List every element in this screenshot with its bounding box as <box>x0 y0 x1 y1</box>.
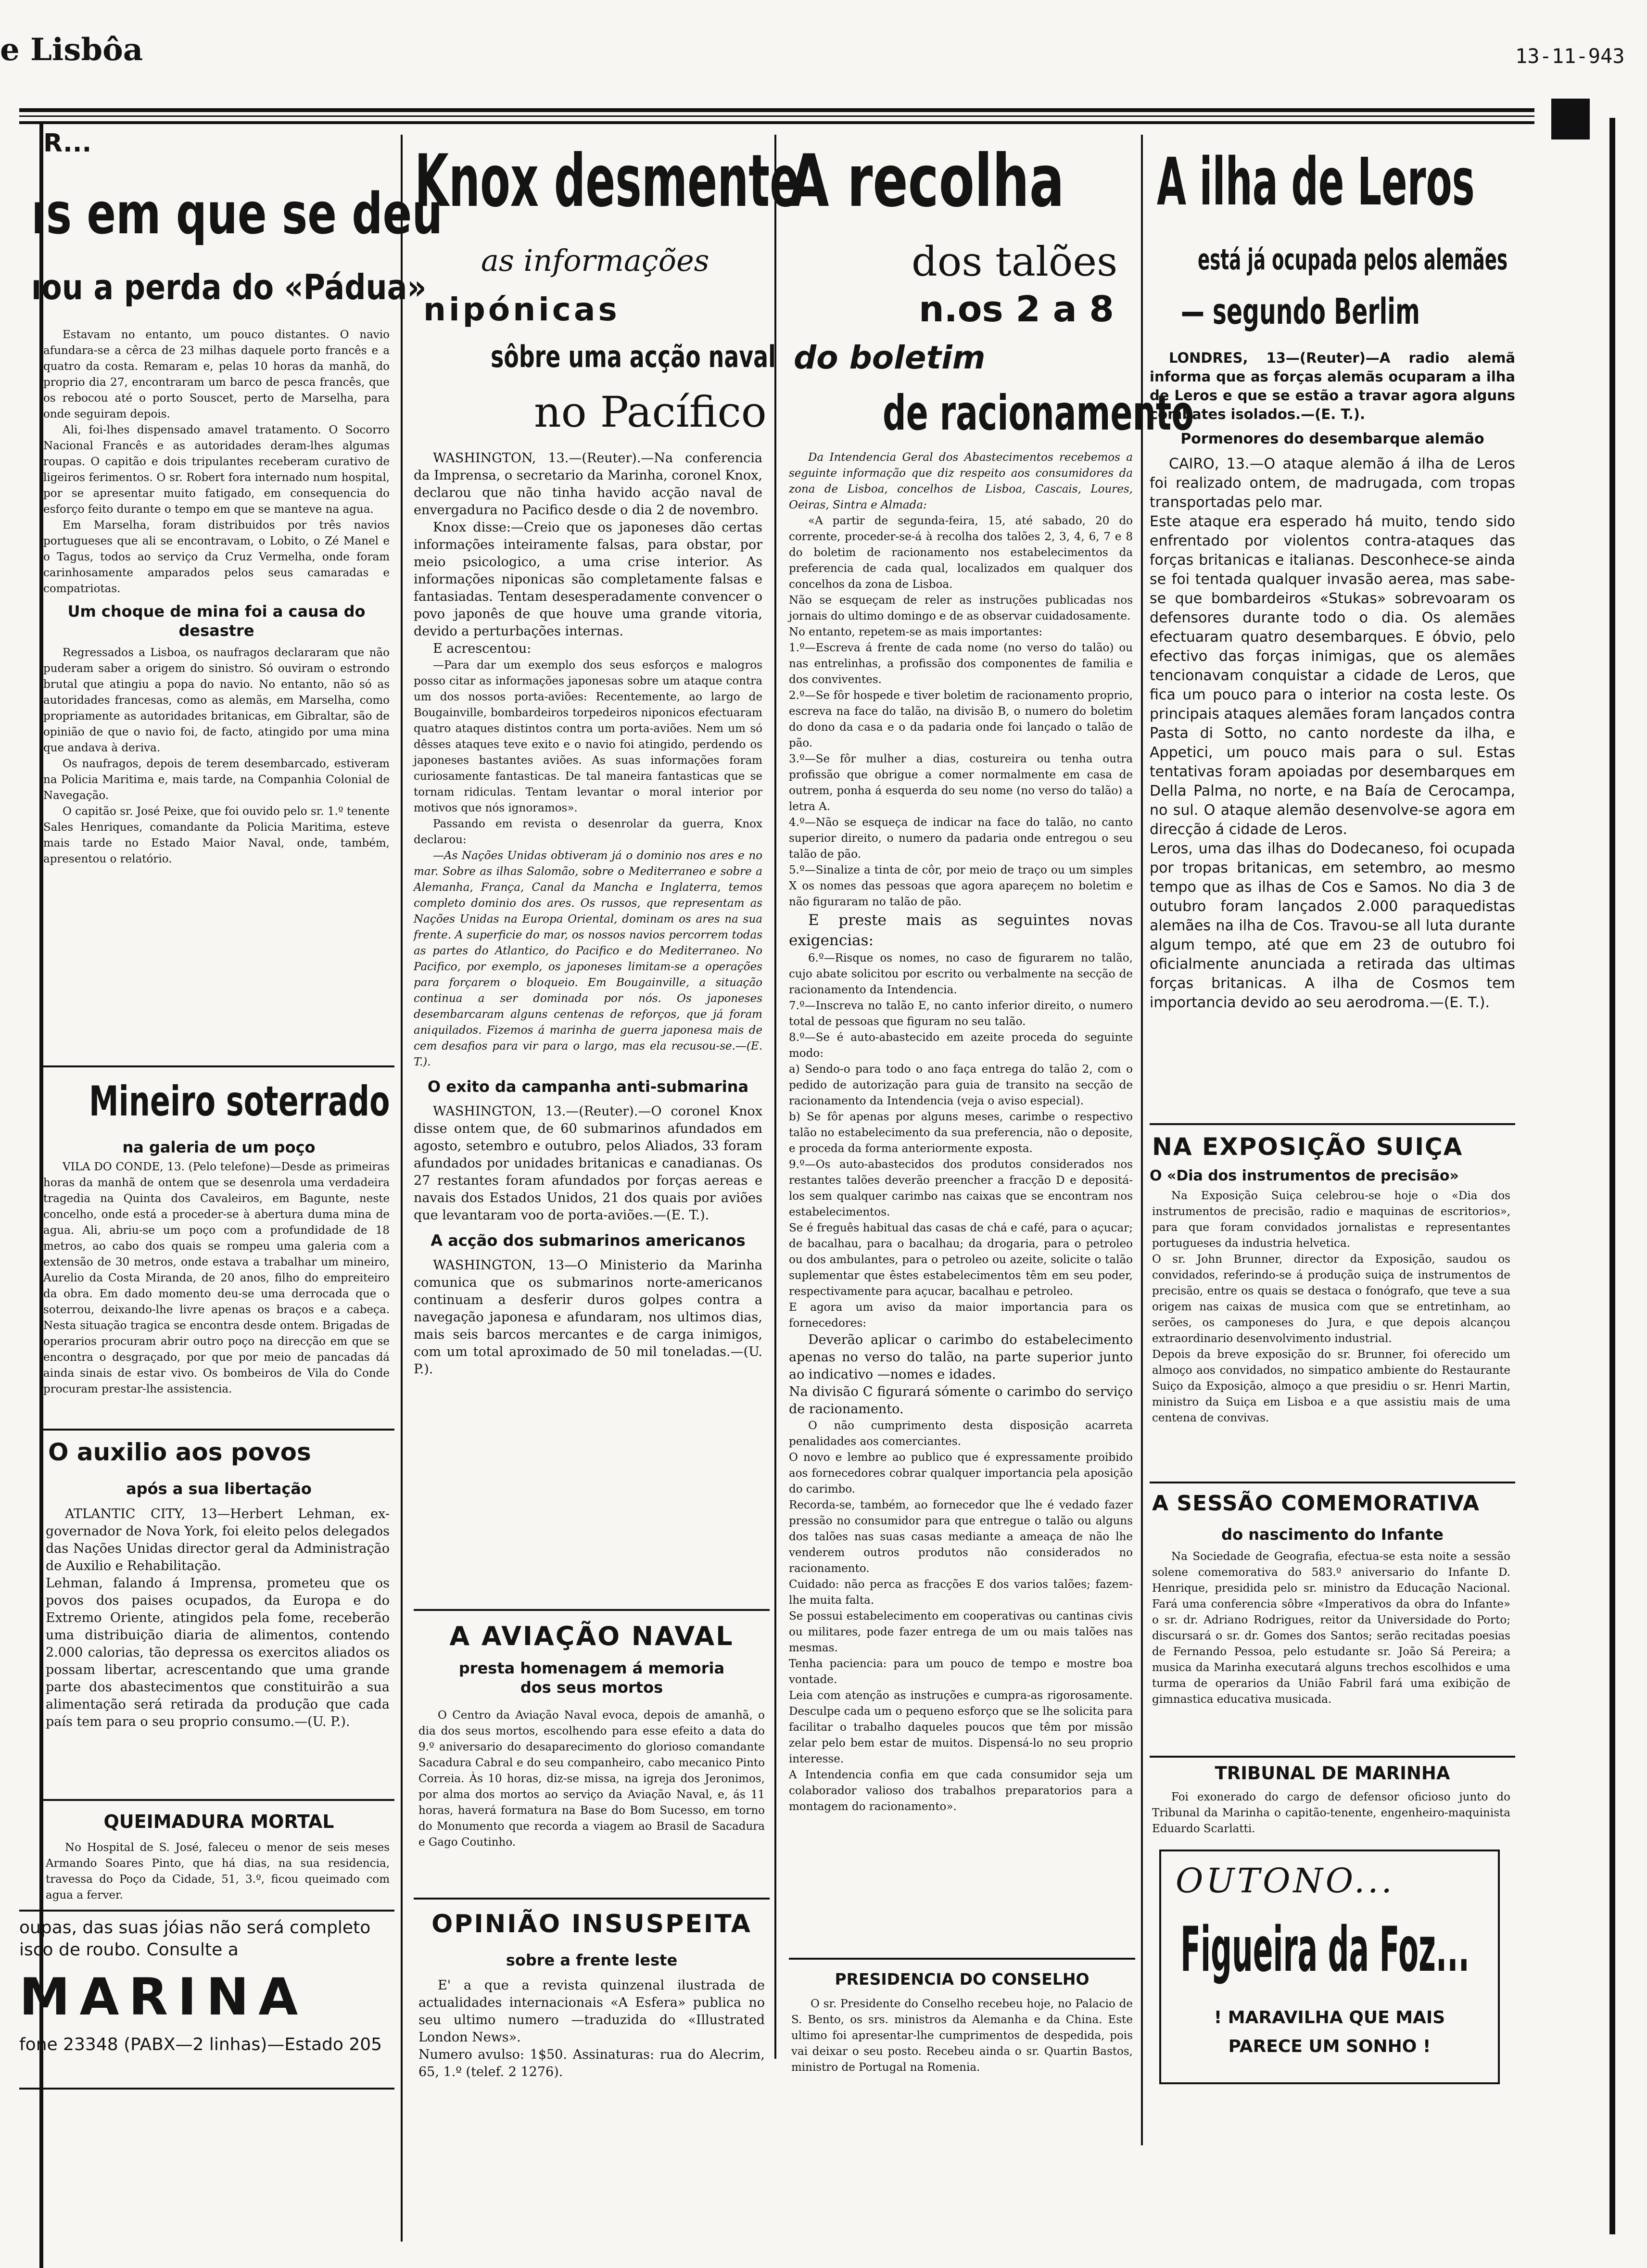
col1-article-padua <box>43 327 390 867</box>
article-paragraph: O não cumprimento desta disposição acarreta penalidades aos comerciantes. O novo e lembre ao publico que é expressamente proibido aos fornecedores cobrar qualquer importancia pela aposição do carimbo. Recorda-se, também, ao fornecedor que lhe é vedado fazer pressão no consumidor para que entregue o talão ou alguns dos talões nas suas casas mediante a ameaça de não lhe venderem outros produtos não considerados no racionamento. Cuidado: não perca as fracções E dos varios talões; fazem-lhe muita falta. Se possui estabelecimento em cooperativas ou cantinas civis ou militares, pode fazer entrega de um ou mais talões nas mesmas. Tenha paciencia: para um pouco de tempo e mostre boa vontade. Leia com atenção as instruções e cumpra-as rigorosamente. Desculpe cada um o pequeno esforço que se lhe solicita para facilitar o trabalho daqueles poucos que têm por missão zelar pelo bem estar de muitos. Dispensá-lo no seu proprio interesse. A Intendencia confia em que cada consumidor seja um colaborador valioso dos trabalhos preparatorios para a montagem do racionamento». <box>789 1419 1133 1813</box>
col3-line4: do boletim <box>794 339 986 376</box>
mineiro-title: Mineiro soterrado <box>89 1077 390 1126</box>
right-border-rule <box>1609 118 1615 2234</box>
auxilio-title: O auxilio aos povos <box>48 1438 311 1466</box>
mineiro-subhead: na galeria de um poço <box>122 1138 316 1156</box>
col2-line3: nipónicas <box>423 291 620 328</box>
expo-text: Na Exposição Suiça celebrou-se hoje o «Dia dos instrumentos de precisão, radio e maquinas de escritorios», para que foram convidados jornalistas e representantes portugueses da industria helvetica. O sr. John Brunner, director da Exposição, saudou os convidados, referindo-se á produção suiça de instrumentos de precisão, entre os quais se destaca o fonógrafo, que teve a sua origem nas caixas de musica com que se entretinham, ao serões, os camponeses do Jura, e que depois alcançou extraordinario desenvolvimento industrial. Depois da breve exposição do sr. Brunner, foi oferecido um almoço aos convidados, no simpatico ambiente do Restaurante Suiço da Exposição, almoço a que presidiu o sr. Henri Martin, ministro da Suiça em Lisboa e a que assistiu mais de uma centena de convivas. <box>1152 1190 1510 1424</box>
queimadura-title: QUEIMADURA MORTAL <box>103 1811 334 1832</box>
section-rule <box>789 1958 1135 1960</box>
kicker: R... <box>43 129 92 158</box>
figueira-ad-tagline: ! MARAVILHA QUE MAIS <box>1214 2008 1445 2027</box>
col4-article-leros <box>1150 349 1515 1013</box>
top-rule-thin <box>19 115 1534 117</box>
opiniao-subhead: sobre a frente leste <box>506 1951 678 1969</box>
article-paragraph: O capitão sr. José Peixe, que foi ouvido pelo sr. 1.º tenente Sales Henriques, comandante da Policia Maritima, esteve mais tarde no Estado Maior Naval, onde, também, apresentou o relatório. <box>43 805 390 865</box>
col2-line2: as informações <box>481 243 709 278</box>
expo-subhead: O «Dia dos instrumentos de precisão» <box>1150 1167 1459 1184</box>
col2-headline: Knox desmente <box>415 139 800 223</box>
section-rule <box>414 1609 770 1611</box>
article-paragraph: CAIRO, 13.—O ataque alemão á ilha de Leros foi realizado ontem, de madrugada, com tropas transportadas pelo mar. Este ataque era esperado há muito, tendo sido enfrentado por violentos contra-ataques das forças britanicas e italianas. Desconhece-se ainda se foi tentada qualquer invasão aerea, mas sabe-se que bombardeiros «Stukas» sobrevoaram os defensores durante todo o dia. Os alemães efectuaram quatro desembarques. E óbvio, pelo efectivo das forças inimigas, que os alemães tencionavam conquistar a cidade de Leros, que fica um pouco para o interior na costa leste. Os principais ataques alemães foram lançados contra Pasta di Sotto, no canto nordeste da ilha, e Appetici, um pouco mais para o sul. Estas tentativas foram apoiadas por desembarques em Della Palma, no norte, e na Baía de Cerocampa, no sul. O ataque alemão desenvolve-se agora em direcção á cidade de Leros. Leros, uma das ilhas do Dodecaneso, foi ocupada por tropas britanicas, em setembro, ao mesmo tempo que as ilhas de Cos e Samos. No dia 3 de outubro foram lançados 2.000 paraquedistas alemães na ilha de Cos. Travou-se all luta durante algum tempo, até que em 23 de outubro foi oficialmente anunciada a retirada das ultimas forças britanicas. A ilha de Cosmos tem importancia devido ao seu aerodroma.—(E. T.). <box>1150 456 1515 1011</box>
presidencia-title: PRESIDENCIA DO CONSELHO <box>835 1970 1090 1989</box>
auxilio-text: ATLANTIC CITY, 13—Herbert Lehman, ex-governador de Nova York, foi eleito pelos delegados das Nações Unidas director geral da Administração de Auxilio e Rehabilitação. Lehman, falando á Imprensa, prometeu que os povos dos paises ocupados, da Europa e do Extremo Oriente, atingidos pela fome, receberão uma distribuição diaria de alimentos, contendo 2.000 calorias, tão depressa os exercitos aliados os possam libertar, acrescentando que uma grande parte dos abastecimentos que constituirão a sua alimentação será retirada da produção que cada país tem para o seu proprio consumo.—(U. P.). <box>46 1507 390 1729</box>
mineiro-text: VILA DO CONDE, 13. (Pelo telefone)—Desde as primeiras horas da manhã de ontem que se desenrola uma verdadeira tragedia na Quinta dos Cavaleiros, em Bagunte, neste concelho, onde está a proceder-se à abertura duma mina de agua. Ali, abriu-se um poço com a profundidade de 18 metros, ao cabo dos quais se rompeu uma galeria com a extensão de 30 metros, onde estava a trabalhar um mineiro, Aurelio da Costa Miranda, de 20 anos, filho do empreiteiro da obra. Em dado momento deu-se uma derrocada que o soterrou, deixando-lhe livre apenas os braços e a cabeça. Nesta situação tragica se encontra desde ontem. Brigadas de operarios procuram abrir outro poço na direcção em que se encontra o desgraçado, por que por meio de pancadas dá ainda sinais de estar vivo. Os bombeiros de Vila do Conde procuram prestar-lhe assistencia. <box>43 1161 390 1395</box>
col3-headline: A recolha <box>789 139 1064 223</box>
article-paragraph: Regressados a Lisboa, os naufragos declararam que não puderam saber a origem do sinistro. Só ouviram o estrondo brutal que atingiu a popa do navio. No entanto, não só as autoridades francesas, como as alemãs, em Marselha, como propriamente as autoridades britanicas, em Gibraltar, são de opinião de que o navio foi, de facto, atingido por uma mina que andava à deriva. <box>43 646 390 754</box>
article-paragraph: «A partir de segunda-feira, 15, até sabado, 20 do corrente, proceder-se-á à recolha dos talões 2, 3, 4, 6, 7 e 8 do boletim de racionamento nos estabelecimentos da preferencia de cada qual, localizados em qualquer dos concelhos da zona de Lisboa. Não se esqueçam de reler as instruções publicadas nos jornais do ultimo domingo e de as observar cuidadosamente. No entanto, repetem-se as mais importantes: 1.º—Escreva á frente de cada nome (no verso do talão) ou nas entrelinhas, a profissão dos componentes de familia e dos conviventes. 2.º—Se fôr hospede e tiver boletim de racionamento proprio, escreva na face do talão, na divisão B, o numero do boletim do dono da casa e o da padaria onde foi lançado o talão de pão. 3.º—Se fôr mulher a dias, costureira ou tenha outra profissão que obrigue a comer normalmente em casa de outrem, ponha á esquerda do seu nome (no verso do talão) a letra A. 4.º—Não se esqueça de indicar na face do talão, no canto superior direito, o numero da padaria onde entregou o seu talão de pão. 5.º—Sinalize a tinta de côr, por meio de traço ou um simples X os nomes das pessoas que agora apareçem no boletim e não figuraram no talão de pão. <box>789 515 1133 908</box>
col4-line3: — segundo Berlim <box>1181 291 1420 332</box>
section-rule <box>1150 1123 1515 1125</box>
figueira-ad <box>1159 1850 1500 2084</box>
article-paragraph: Passando em revista o desenrolar da guerra, Knox declarou: <box>414 818 762 846</box>
article-paragraph: 6.º—Risque os nomes, no caso de figurarem no talão, cujo abate solicitou por escrito ou verbalmente na secção de racionamento da Intendencia. 7.º—Inscreva no talão E, no canto inferior direito, o numero total de pessoas que figuram no seu talão. 8.º—Se é auto-abastecido em azeite proceda do seguinte modo: a) Sendo-o para todo o ano faça entrega do talão 2, com o pedido de autorização para guia de transito na secção de racionamento da Intendencia (veja o aviso especial). b) Se fôr apenas por alguns meses, carimbe o respectivo talão no estabelecimento da sua preferencia, não o deposite, e proceda da forma anteriormente exposta. 9.º—Os auto-abastecidos dos produtos considerados nos restantes talões deverão preencher a fracção D e depositá-los sem qualquer carimbo nas caixas que se encontram nos estabelecimentos. Se é freguês habitual das casas de chá e café, para o açucar; de bacalhau, para o bacalhau; da drogaria, para o petroleo ou dos ambulantes, para o petroleo ou azeite, solicite o talão suplementar que êstes estabelecimentos têm em seu poder, respectivamente para açucar, bacalhau e petroleo. E agora um aviso da maior importancia para os fornecedores: <box>789 952 1133 1330</box>
column-rule-2 <box>774 135 776 2059</box>
marina-ad-brand: MARINA <box>19 1967 308 2027</box>
article-paragraph: E preste mais as seguintes novas exigencias: <box>789 912 1133 949</box>
article-paragraph: —Para dar um exemplo dos seus esforços e malogros posso citar as informações japonesas sobre um ataque contra um dos nossos porta-aviões: Recentemente, ao largo de Bougainville, bombardeiros torpedeiros niponicos efectuaram quatro ataques distintos contra um porta-aviões. Nem um só dêsses ataques teve exito e o navio foi atingido, perdendo os japoneses bastantes aviões. As suas informações foram curiosamente fantasticas. De tal maneira fantasticas que se tornam ridiculas. Tentam levantar o moral interior por motivos que nós ignoramos». <box>414 659 762 814</box>
section-rule <box>43 1429 394 1431</box>
tribunal-text: Foi exonerado do cargo de defensor oficioso junto do Tribunal da Marinha o capitão-tenente, engenheiro-maquinista Eduardo Scarlatti. <box>1152 1791 1510 1835</box>
col4-line2: está já ocupada pelos alemães <box>1198 243 1508 277</box>
article-lead: LONDRES, 13—(Reuter)—A radio alemã informa que as forças alemãs ocuparam a ilha de Leros e que se estão a travar agora alguns combates isolados.—(E. T.). <box>1150 350 1515 422</box>
col1-headline: ıs em que se deu <box>31 180 443 247</box>
sessao-title: A SESSÃO COMEMORATIVA <box>1152 1491 1480 1516</box>
sessao-text: Na Sociedade de Geografia, efectua-se esta noite a sessão solene comemorativa do 583.º aniversario do Infante D. Henrique, presidida pelo sr. ministro da Educação Nacional. Fará uma conferencia sôbre «Imperativos da obra do Infante» o sr. dr. Adriano Rodrigues, reitor da Universidade do Porto; discursará o sr. dr. Gomes dos Santos; serão recitadas poesias de Fernando Pessoa, pelo estudante sr. João Sá Pereira; a musica da Marinha executará alguns trechos escolhidos e uma turma de operarios da União Fabril fará uma exibição de gimnastica educativa musicada. <box>1152 1550 1510 1706</box>
aviacao-subhead: presta homenagem á memoria dos seus mortos <box>458 1659 725 1697</box>
section-rule <box>43 1065 394 1067</box>
paper-name: e Lisbôa <box>0 32 143 68</box>
section-rule <box>414 1898 770 1900</box>
article-intro: Da Intendencia Geral dos Abastecimentos recebemos a seguinte informação que diz respeito aos consumidores da zona de Lisboa, concelhos de Lisboa, Cascais, Loures, Oeiras, Sintra e Almada: <box>789 451 1133 511</box>
section-rule <box>19 2088 394 2090</box>
tribunal-title: TRIBUNAL DE MARINHA <box>1215 1763 1450 1784</box>
col4-headline: A ilha de Leros <box>1157 144 1475 220</box>
article-paragraph: WASHINGTON, 13.—(Reuter).—O coronel Knox disse ontem que, de 60 submarinos afundados em agosto, setembro e outubro, pelos Aliados, 33 foram afundados por unidades britanicas e canadianas. Os 27 restantes foram afundados por forças aereas e navais dos Estados Unidos, 21 dos quais por aviões que levantaram voo de porta-aviões.—(E. T.). <box>414 1104 762 1223</box>
article-paragraph: WASHINGTON, 13—O Ministerio da Marinha comunica que os submarinos norte-americanos continuam a desferir duros golpes contra a navegação japonesa e afundaram, nos ultimos dias, mais seis barcos mercantes e de carga inimigos, com um total aproximado de 50 mil toneladas.—(U. P.). <box>414 1258 762 1377</box>
section-rule <box>1150 1482 1515 1483</box>
col3-line5: de racionamento <box>883 385 1194 441</box>
corner-block <box>1551 99 1590 139</box>
aviacao-text: O Centro da Aviação Naval evoca, depois de amanhã, o dia dos seus mortos, escolhendo para esse efeito a data do 9.º aniversario do desaparecimento do glorioso comandante Sacadura Cabral e do seu companheiro, cabo mecanico Pinto Correia. Às 10 horas, diz-se missa, na igreja dos Jeronimos, por alma dos mortos ao serviço da Aviação Naval, e, ás 11 horas, haverá formatura na Base do Bom Sucesso, em torno do Monumento que recorda a viagem ao Brasil de Sacadura e Gago Coutinho. <box>418 1709 765 1849</box>
col2-line4: sôbre uma acção naval <box>491 339 776 374</box>
figueira-ad-title: OUTONO... <box>1176 1861 1395 1901</box>
marina-ad-line: isco de roubo. Consulte a <box>19 1940 239 1960</box>
article-paragraph: Estavam no entanto, um pouco distantes. O navio afundara-se a cêrca de 23 milhas daquele porto francês e a quatro da costa. Remaram e, pelas 10 horas da manhã, do proprio dia 27, encontraram um barco de pesca francês, que os rebocou até o porto Souscet, perto de Marselha, para onde seguiram depois. <box>43 329 390 420</box>
article-paragraph: WASHINGTON, 13.—(Reuter).—Na conferencia da Imprensa, o secretario da Marinha, coronel Knox, declarou que não tinha havido acção naval de envergadura no Pacifico desde o dia 2 de novembro. <box>414 451 762 518</box>
col3-line2: dos talões <box>912 238 1118 285</box>
figueira-ad-tagline: PARECE UM SONHO ! <box>1228 2037 1431 2056</box>
article-paragraph: Deverão aplicar o carimbo do estabelecimento apenas no verso do talão, na parte superior junto ao indicativo —nomes e idades. Na divisão C figurará sómente o carimbo do serviço de racionamento. <box>789 1332 1133 1417</box>
article-paragraph: Os naufragos, depois de terem desembarcado, estiveram na Policia Maritima e, mais tarde, na Companhia Colonial de Navegação. <box>43 758 390 802</box>
sessao-subhead: do nascimento do Infante <box>1221 1525 1444 1544</box>
article-paragraph: Ali, foi-lhes dispensado amavel tratamento. O Socorro Nacional Francês e as autoridades deram-lhes algumas roupas. O capitão e dois tripulantes receberam curativo de ligeiros ferimentos. O sr. Robert fora internado num hospital, por se apresentar muito fatigado, em consequencia do esforço feito durante o tempo em que se manteve na agua. <box>43 424 390 516</box>
section-rule <box>43 1799 394 1801</box>
section-rule <box>19 1910 394 1912</box>
article-quote: —As Nações Unidas obtiveram já o dominio nos ares e no mar. Sobre as ilhas Salomão, sobre o Mediterraneo e sobre a Alemanha, França, Canal da Mancha e Inglaterra, temos completo dominio dos ares. Os russos, que representam as Nações Unidas na Europa Oriental, dominam os ares na sua frente. A superficie do mar, os nossos navios percorrem todas as partes do Atlantico, do Pacifico e do Mediterraneo. No Pacifico, por exemplo, os japoneses limitam-se a operações para forçarem o bloqueio. Em Bougainville, a situação continua a ser dominada por nós. Os japoneses desembarcaram alguns centenas de reforços, que já foram aniquilados. Fizemos á marinha de guerra japonesa mais de cem desafios para vir para o largo, mas ela recusou-se.—(E. T.). <box>414 849 762 1068</box>
article-paragraph: Em Marselha, foram distribuidos por três navios portugueses que ali se encontravam, o Lobito, o Zé Manel e o Tagus, todos ao serviço da Cruz Vermelha, onde foram carinhosamente amparados pelos seus camaradas e compatriotas. <box>43 519 390 595</box>
col3-line3: n.os 2 a 8 <box>919 289 1114 330</box>
queimadura-text: No Hospital de S. José, faleceu o menor de seis meses Armando Soares Pinto, que há dias, na sua residencia, travessa do Poço da Cidade, 51, 3.º, ficou queimado com agua a ferver. <box>46 1841 390 1901</box>
column-rule-1 <box>401 135 403 2242</box>
col3-article-racionamento <box>789 450 1133 1815</box>
issue-date: 13-11-943 <box>1515 44 1625 68</box>
article-subhead: Pormenores do desembarque alemão <box>1180 431 1484 447</box>
marina-ad <box>19 1917 394 2085</box>
marina-ad-phone: fone 23348 (PABX—2 linhas)—Estado 205 <box>19 2035 382 2054</box>
expo-title: NA EXPOSIÇÃO SUIÇA <box>1152 1133 1463 1161</box>
top-rule <box>19 108 1534 112</box>
top-rule-2 <box>19 121 1534 124</box>
opiniao-text: E' a que a revista quinzenal ilustrada de actualidades internacionais «A Esfera» publica no seu ultimo numero —traduzida do «Illustrated London News». Numero avulso: 1$50. Assinaturas: rua do Alecrim, 65, 1.º (telef. 2 1276). <box>418 1978 765 2079</box>
aviacao-title: A AVIAÇÃO NAVAL <box>449 1621 734 1651</box>
figueira-ad-place: Figueira da Foz... <box>1180 1914 1470 1986</box>
col2-article-knox <box>414 450 762 1378</box>
section-rule <box>1150 1756 1515 1758</box>
article-subhead: Um choque de mina foi a causa do desastre <box>67 602 366 640</box>
opiniao-title: OPINIÃO INSUSPEITA <box>431 1910 752 1939</box>
marina-ad-line: oupas, das suas jóias não será completo <box>19 1918 371 1938</box>
article-subhead: A acção dos submarinos americanos <box>431 1231 746 1250</box>
article-paragraph: E acrescentou: <box>433 641 532 656</box>
col1-subhead: ıou a perda do «Pádua» <box>31 267 427 307</box>
col2-line5: no Pacífico <box>534 387 767 437</box>
article-subhead: O exito da campanha anti-submarina <box>427 1077 749 1096</box>
article-paragraph: Knox disse:—Creio que os japoneses dão certas informações inteiramente falsas, para obstar, por meio psicologico, a uma crise interior. As informações niponicas são completamente falsas e fantasiadas. Tentam desesperadamente convencer o povo japonês de que houve uma grande vitoria, devido a perturbações internas. <box>414 520 762 639</box>
auxilio-subhead: após a sua libertação <box>126 1480 312 1498</box>
presidencia-text: O sr. Presidente do Conselho recebeu hoje, no Palacio de S. Bento, os srs. ministros da Alemanha e da China. Este ultimo foi apresentar-lhe cumprimentos de despedida, pois vai deixar o seu posto. Recebeu ainda o sr. Quartin Bastos, ministro de Portugal na Romenia. <box>791 1998 1133 2074</box>
